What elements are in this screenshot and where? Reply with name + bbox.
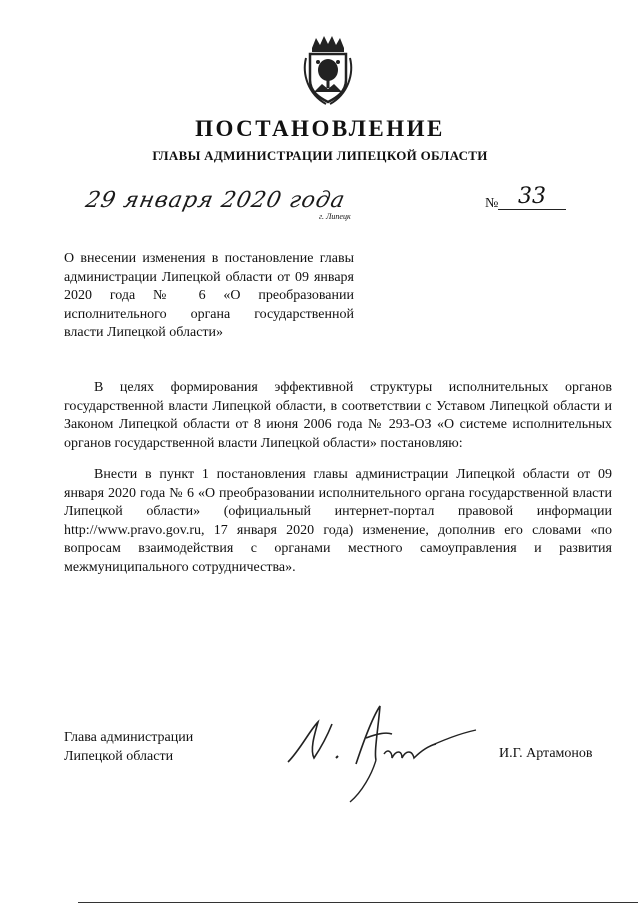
coat-of-arms-icon [300, 34, 356, 106]
page-bottom-rule [78, 902, 638, 903]
city-label: г. Липецк [319, 212, 351, 221]
signer-position-line-2: Липецкой области [64, 748, 174, 764]
handwritten-signature [280, 700, 480, 810]
document-subtitle: ГЛАВЫ АДМИНИСТРАЦИИ ЛИПЕЦКОЙ ОБЛАСТИ [152, 148, 488, 163]
handwritten-date: 29 января 2020 года [83, 188, 348, 213]
document-caption: О внесении изменения в постановление главы администрации Липецкой области от 09 января 2020 года № 6 «О преобразовании исполнительного органа государственной власти Липецкой области» [64, 251, 354, 340]
number-underline [498, 209, 566, 210]
number-label: № [485, 196, 499, 211]
signer-position [64, 729, 193, 766]
handwritten-number: 33 [518, 184, 546, 209]
signer-name: И.Г. Артамонов [499, 746, 593, 761]
body-paragraph-1: В целях формирования эффективной структуры исполнительных органов государственной власти Липецкой области, в соответствии с Уставом Липецкой области и Законом Липецкой области от 8 июня 2006 года № 293-ОЗ «О системе исполнительных органов государственной власти Липецкой области» постановляю: [64, 380, 612, 451]
signer-position-line-1: Глава администрации [64, 730, 194, 745]
body-paragraph-2: Внести в пункт 1 постановления главы администрации Липецкой области от 09 января 2020 года № 6 «О преобразовании исполнительного органа государственной власти Липецкой области» (официальный интернет-портал правовой информации http://www.pravo.gov.ru, 17 января 2020 года) изменение, дополнив его словами «по вопросам взаимодействия с органами местного самоуправления и развития межмуниципального сотрудничества». [64, 467, 612, 575]
document-title: ПОСТАНОВЛЕНИЕ [195, 116, 445, 141]
